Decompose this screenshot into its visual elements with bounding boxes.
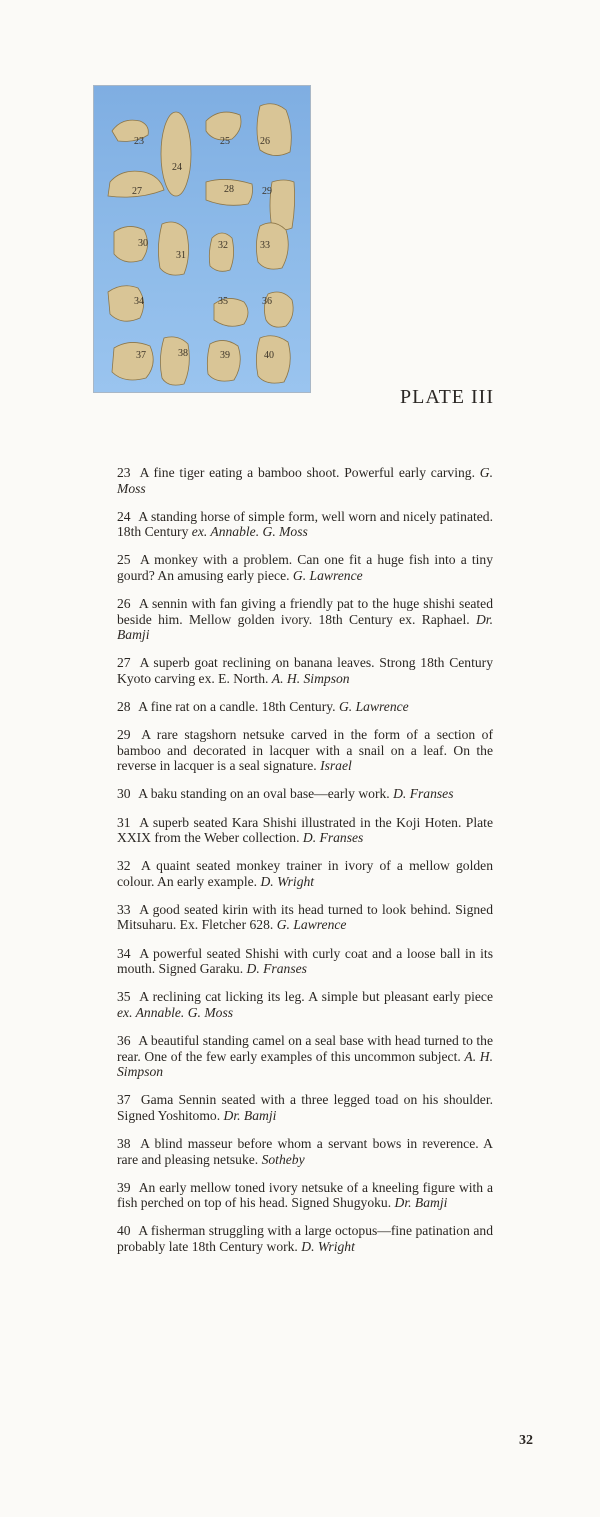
carving-37 xyxy=(112,342,153,380)
entry-description: A superb seated Kara Shishi illustrated in the Koji Hoten. Plate XXIX from the Weber collection. xyxy=(117,814,493,846)
entry-description: A good seated kirin with its head turned to look behind. Signed Mitsuharu. Ex. Fletcher 628. xyxy=(117,901,494,933)
entry-description: A beautiful standing camel on a seal base with head turned to the rear. One of the few early examples of this uncommon subject. xyxy=(117,1032,493,1064)
catalogue-entry xyxy=(117,1033,493,1080)
catalogue-entry xyxy=(117,858,493,889)
carving-32 xyxy=(209,233,233,271)
photo-number: 25 xyxy=(220,136,230,147)
entry-attribution: D. Franses xyxy=(246,961,307,977)
catalogue-entry xyxy=(117,989,493,1020)
entry-number: 26 xyxy=(117,596,131,612)
carving-31 xyxy=(158,222,188,275)
entry-attribution: D. Franses xyxy=(393,786,454,802)
entry-description: An early mellow toned ivory netsuke of a kneeling figure with a fish perched on top of his head. Signed Shugyoku. xyxy=(117,1179,494,1211)
entry-number: 40 xyxy=(117,1223,131,1239)
entry-number: 24 xyxy=(117,508,131,524)
photo-number: 35 xyxy=(218,296,228,307)
netsuke-group-photo xyxy=(94,86,310,392)
catalogue-entry xyxy=(117,655,493,686)
photo-number: 40 xyxy=(264,350,274,361)
entry-attribution: G. Lawrence xyxy=(292,567,363,583)
entry-number: 32 xyxy=(117,858,131,874)
entry-attribution: G. Moss xyxy=(117,465,493,496)
photo-number: 38 xyxy=(178,348,188,359)
photo-number: 36 xyxy=(262,296,272,307)
photo-number: 27 xyxy=(132,186,142,197)
catalogue-entry xyxy=(117,552,493,583)
photo-number: 39 xyxy=(220,350,230,361)
entry-attribution: A. H. Simpson xyxy=(271,670,350,686)
catalogue-entry xyxy=(117,1180,493,1211)
photo-number: 30 xyxy=(138,238,148,249)
entry-description: A rare stagshorn netsuke carved in the form of a section of bamboo and decorated in lacquer with a snail on a leaf. On the reverse in lacquer is a seal signature. xyxy=(117,727,493,774)
carving-38 xyxy=(160,337,189,385)
carving-24 xyxy=(161,112,191,196)
entry-number: 39 xyxy=(117,1179,131,1195)
entry-description: A powerful seated Shishi with curly coat and a loose ball in its mouth. Signed Garaku. xyxy=(117,945,494,977)
entry-description: A monkey with a problem. Can one fit a huge fish into a tiny gourd? An amusing early piece. xyxy=(117,552,493,583)
entry-attribution: ex. Annable. G. Moss xyxy=(117,1004,234,1020)
photo-number: 31 xyxy=(176,250,186,261)
photo-number: 26 xyxy=(260,136,270,147)
photo-number: 32 xyxy=(218,240,228,251)
catalogue-entries xyxy=(117,465,493,1267)
entry-description: A standing horse of simple form, well worn and nicely patinated. 18th Century xyxy=(117,508,493,540)
entry-number: 23 xyxy=(117,465,131,480)
entry-number: 27 xyxy=(117,655,131,671)
entry-attribution: D. Wright xyxy=(301,1238,355,1254)
entry-number: 28 xyxy=(117,699,131,715)
catalogue-entry xyxy=(117,465,493,496)
photo-number: 23 xyxy=(134,136,144,147)
photo-number: 29 xyxy=(262,186,272,197)
entry-description: A sennin with fan giving a friendly pat to the huge shishi seated beside him. Mellow golden ivory. 18th Century ex. Raphael. xyxy=(117,596,493,627)
entry-description: A fine rat on a candle. 18th Century. xyxy=(138,699,336,715)
photo-number: 34 xyxy=(134,296,144,307)
plate-title: PLATE III xyxy=(400,386,494,408)
catalogue-entry xyxy=(117,699,493,715)
entry-number: 29 xyxy=(117,727,131,743)
entry-attribution: D. Franses xyxy=(302,830,364,846)
entry-number: 31 xyxy=(117,814,131,830)
entry-attribution: A. H. Simpson xyxy=(117,1048,493,1080)
entry-description: Gama Sennin seated with a three legged toad on his shoulder. Signed Yoshitomo. xyxy=(117,1092,493,1123)
entry-attribution: Sotheby xyxy=(261,1151,305,1167)
photo-number: 28 xyxy=(224,184,234,195)
catalogue-entry xyxy=(117,786,493,802)
catalogue-entry xyxy=(117,1223,493,1254)
entry-attribution: Israel xyxy=(320,758,352,774)
entry-description: A fisherman struggling with a large octopus—fine patination and probably late 18th Century work. xyxy=(117,1223,493,1254)
photo-number: 37 xyxy=(136,350,146,361)
entry-number: 38 xyxy=(117,1135,131,1151)
catalogue-entry xyxy=(117,946,493,977)
entry-number: 34 xyxy=(117,945,131,961)
photo-number: 33 xyxy=(260,240,270,251)
catalogue-entry xyxy=(117,902,493,933)
photo-number: 24 xyxy=(172,162,182,173)
entry-number: 35 xyxy=(117,989,131,1005)
entry-description: A reclining cat licking its leg. A simple but pleasant early piece xyxy=(139,989,493,1005)
entry-attribution: G. Lawrence xyxy=(338,699,409,715)
entry-attribution: G. Lawrence xyxy=(276,917,347,933)
entry-attribution: Dr. Bamji xyxy=(394,1195,448,1211)
entry-attribution: Dr. Bamji xyxy=(117,611,493,643)
entry-attribution: D. Wright xyxy=(260,873,315,889)
entry-description: A blind masseur before whom a servant bows in reverence. A rare and pleasing netsuke. xyxy=(117,1135,493,1167)
page-number: 32 xyxy=(519,1433,533,1448)
plate-photograph xyxy=(93,85,311,393)
catalogue-entry xyxy=(117,596,493,643)
catalogue-entry xyxy=(117,815,493,846)
carving-29 xyxy=(270,180,295,230)
entry-number: 25 xyxy=(117,552,131,568)
entry-attribution: Dr. Bamji xyxy=(223,1107,277,1123)
entry-number: 30 xyxy=(117,786,131,802)
entry-description: A fine tiger eating a bamboo shoot. Powerful early carving. xyxy=(139,465,475,480)
catalogue-entry xyxy=(117,509,493,540)
entry-description: A superb goat reclining on banana leaves. Strong 18th Century Kyoto carving ex. E. North. xyxy=(117,655,493,686)
catalogue-entry xyxy=(117,727,493,774)
carving-26 xyxy=(257,104,291,156)
entry-attribution: ex. Annable. G. Moss xyxy=(191,524,308,540)
entry-number: 33 xyxy=(117,901,131,917)
entry-number: 37 xyxy=(117,1092,131,1108)
entry-description: A baku standing on an oval base—early work. xyxy=(138,786,390,802)
catalogue-entry xyxy=(117,1136,493,1167)
catalogue-entry xyxy=(117,1092,493,1123)
entry-number: 36 xyxy=(117,1032,131,1048)
entry-description: A quaint seated monkey trainer in ivory of a mellow golden colour. An early example. xyxy=(117,858,493,889)
